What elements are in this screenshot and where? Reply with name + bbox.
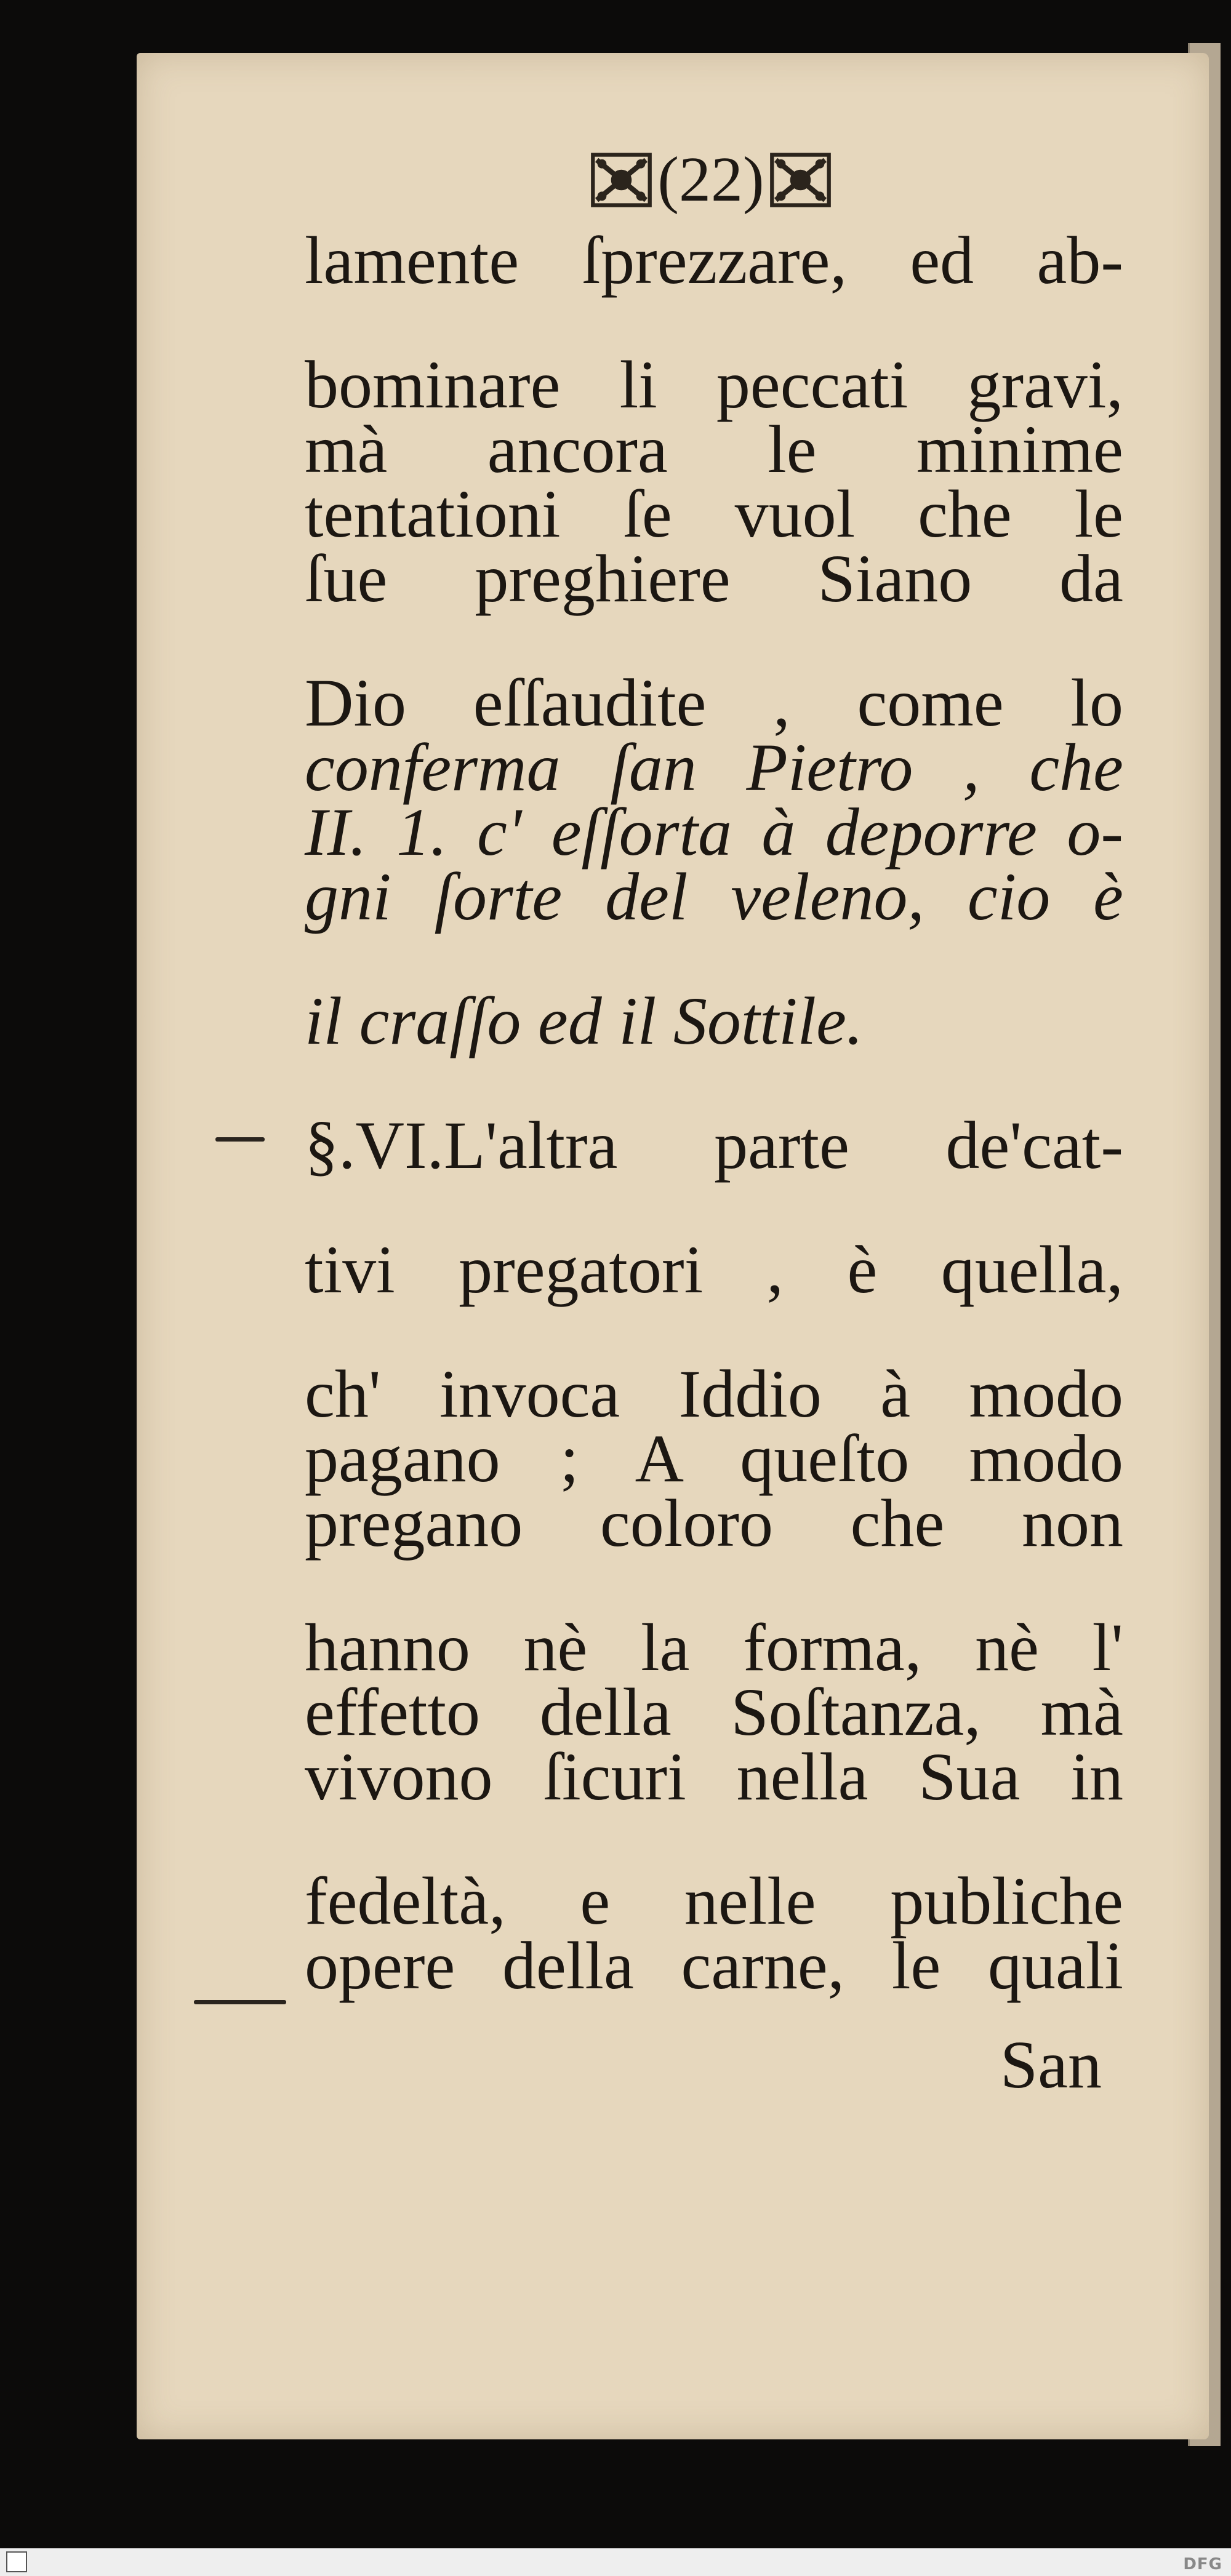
text-line: hanno nè la forma, nè l' <box>305 1610 1123 1685</box>
text-line: pregano coloro che non <box>305 1486 1123 1561</box>
text-line: opere della carne, le quali <box>305 1928 1123 2003</box>
text-line: effetto della Soſtanza, mà <box>305 1674 1123 1750</box>
text-line: tivi pregatori , è quella, <box>305 1232 1123 1307</box>
dfg-logo: DFG <box>1183 2555 1222 2574</box>
page-header <box>579 140 843 219</box>
right-ornament-icon <box>768 151 833 209</box>
text-line: ch' invoca Iddio à modo <box>305 1356 1123 1431</box>
text-line: lamente ſprezzare, ed ab- <box>305 223 1123 298</box>
text-line: conferma ſan Pietro , che <box>305 730 1123 805</box>
catchword: San <box>1000 2027 1102 2102</box>
left-ornament-icon <box>589 151 654 209</box>
text-line: II. 1. c' eſſorta à deporre o- <box>305 794 1123 870</box>
text-line: pagano ; A queſto modo <box>305 1421 1123 1496</box>
text-line: tentationi ſe vuol che le <box>305 476 1123 551</box>
margin-mark <box>215 1137 265 1142</box>
text-line: Dio eſſaudite , come lo <box>305 665 1123 740</box>
text-line: ſue preghiere Siano da <box>305 541 1123 616</box>
text-line: bominare li peccati gravi, <box>305 347 1123 422</box>
page-number: (22) <box>657 144 764 215</box>
text-line: fedeltà, e nelle publiche <box>305 1863 1123 1938</box>
text-line: gni ſorte del veleno, cio è <box>305 859 1123 934</box>
text-line: vivono ſicuri nella Sua in <box>305 1739 1123 1814</box>
text-line: §.VI.L'altra parte de'cat- <box>305 1108 1123 1183</box>
logo-icon[interactable] <box>6 2551 27 2572</box>
text-line: il craſſo ed il Sottile. <box>305 983 864 1058</box>
margin-mark <box>194 2000 286 2004</box>
text-line: mà ancora le minime <box>305 412 1123 487</box>
footer-bar <box>0 2548 1231 2576</box>
